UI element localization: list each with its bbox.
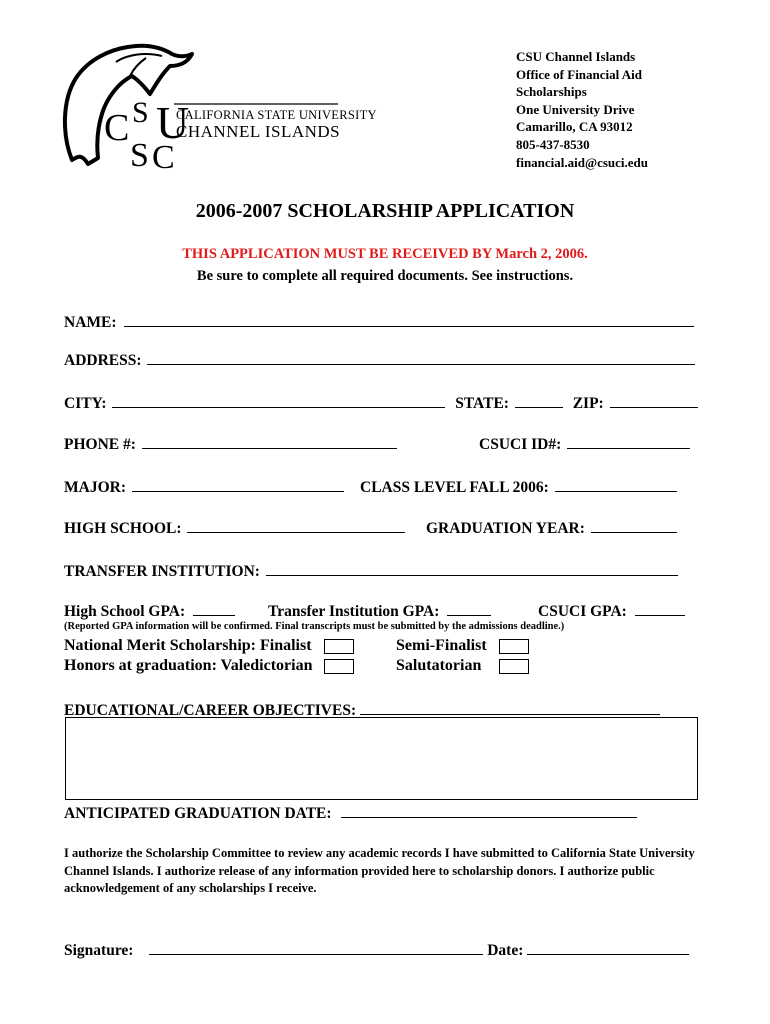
authorization-statement: I authorize the Scholarship Committee to review any academic records I have submitted to California State University Channel Islands. I authorize release of any information provided here to scholarship donors. I authorize public acknowledgement of any scholarships I receive. bbox=[64, 846, 695, 895]
name-row bbox=[64, 312, 694, 332]
nms-finalist-row bbox=[64, 637, 354, 655]
gpa-note: (Reported GPA information will be confirmed. Final transcripts must be submitted by the admissions deadline.) bbox=[64, 621, 565, 632]
csuci-gpa-label: CSUCI GPA: bbox=[538, 603, 627, 620]
nms-finalist-checkbox[interactable] bbox=[324, 639, 354, 654]
salutatorian-checkbox[interactable] bbox=[499, 659, 529, 674]
phone-field[interactable] bbox=[142, 434, 397, 449]
svg-text:U: U bbox=[156, 97, 190, 148]
high-school-row bbox=[64, 518, 405, 538]
transfer-gpa-field[interactable] bbox=[447, 601, 491, 616]
signature-label: Signature: bbox=[64, 942, 134, 959]
address-line: 805-437-8530 bbox=[516, 136, 590, 152]
csuci-id-row bbox=[479, 434, 690, 454]
date-field[interactable] bbox=[527, 940, 689, 955]
valedictorian-row bbox=[64, 657, 354, 675]
date-label: Date: bbox=[487, 942, 524, 959]
hs-gpa-field[interactable] bbox=[193, 601, 235, 616]
zip-label: ZIP: bbox=[572, 395, 604, 412]
address-line: Camarillo, CA 93012 bbox=[516, 119, 633, 135]
high-school-field[interactable] bbox=[187, 518, 405, 533]
phone-label: PHONE #: bbox=[64, 436, 136, 453]
transfer-gpa-label: Transfer Institution GPA: bbox=[268, 603, 440, 620]
city-label: CITY: bbox=[64, 395, 107, 412]
anticipated-graduation-field[interactable] bbox=[341, 803, 637, 818]
valedictorian-label: Honors at graduation: Valedictorian bbox=[64, 657, 313, 674]
nms-semifinalist-checkbox[interactable] bbox=[499, 639, 529, 654]
svg-text:S: S bbox=[132, 96, 149, 129]
city-field[interactable] bbox=[112, 393, 445, 408]
deadline-notice: THIS APPLICATION MUST BE RECEIVED BY March 2, 2006. bbox=[182, 246, 588, 262]
address-line: Scholarships bbox=[516, 84, 587, 100]
address-line: One University Drive bbox=[516, 101, 635, 117]
graduation-year-row bbox=[426, 518, 677, 538]
hs-gpa-label: High School GPA: bbox=[64, 603, 186, 620]
dolphin-logo-icon bbox=[58, 40, 377, 176]
transfer-institution-row bbox=[64, 561, 678, 581]
zip-field[interactable] bbox=[610, 393, 698, 408]
anticipated-graduation-row bbox=[64, 803, 637, 823]
name-label: NAME: bbox=[64, 314, 117, 331]
salutatorian-row bbox=[396, 657, 529, 675]
nms-semifinalist-row bbox=[396, 637, 529, 655]
hs-gpa-row bbox=[64, 601, 235, 621]
high-school-label: HIGH SCHOOL: bbox=[64, 520, 182, 537]
svg-text:CALIFORNIA STATE UNIVERSITY: CALIFORNIA STATE UNIVERSITY bbox=[176, 108, 377, 122]
graduation-year-field[interactable] bbox=[591, 518, 677, 533]
csuci-gpa-row bbox=[538, 601, 685, 621]
objectives-underline bbox=[360, 700, 660, 715]
anticipated-graduation-label: ANTICIPATED GRADUATION DATE: bbox=[64, 805, 332, 822]
transfer-institution-label: TRANSFER INSTITUTION: bbox=[64, 563, 260, 580]
objectives-textarea[interactable] bbox=[65, 717, 698, 800]
signature-row bbox=[64, 940, 689, 960]
valedictorian-checkbox[interactable] bbox=[324, 659, 354, 674]
svg-text:S: S bbox=[130, 137, 149, 174]
objectives-label: EDUCATIONAL/CAREER OBJECTIVES: bbox=[64, 702, 357, 719]
graduation-year-label: GRADUATION YEAR: bbox=[426, 520, 585, 537]
instructions-text: Be sure to complete all required documents. See instructions. bbox=[196, 268, 574, 284]
csuci-gpa-field[interactable] bbox=[635, 601, 685, 616]
signature-field[interactable] bbox=[149, 940, 483, 955]
address-line: Office of Financial Aid bbox=[516, 66, 643, 82]
address-line: CSU Channel Islands bbox=[516, 49, 636, 64]
csuci-id-field[interactable] bbox=[567, 434, 690, 449]
class-level-label: CLASS LEVEL FALL 2006: bbox=[360, 479, 549, 496]
university-logo bbox=[58, 40, 377, 176]
class-level-row bbox=[360, 477, 677, 497]
office-address bbox=[516, 48, 648, 171]
nms-semifinalist-label: Semi-Finalist bbox=[396, 637, 487, 654]
major-row bbox=[64, 477, 344, 497]
major-field[interactable] bbox=[132, 477, 344, 492]
nms-finalist-label: National Merit Scholarship: Finalist bbox=[64, 637, 312, 654]
city-state-zip-row bbox=[64, 393, 698, 413]
address-label: ADDRESS: bbox=[64, 352, 142, 369]
svg-text:CHANNEL ISLANDS: CHANNEL ISLANDS bbox=[176, 122, 341, 141]
address-field[interactable] bbox=[147, 350, 695, 365]
salutatorian-label: Salutatorian bbox=[396, 657, 482, 674]
page-title: 2006-2007 SCHOLARSHIP APPLICATION bbox=[195, 200, 575, 222]
csuci-id-label: CSUCI ID#: bbox=[479, 436, 562, 453]
state-field[interactable] bbox=[515, 393, 563, 408]
svg-text:C: C bbox=[152, 139, 175, 176]
state-label: STATE: bbox=[455, 395, 509, 412]
transfer-institution-field[interactable] bbox=[266, 561, 678, 576]
transfer-gpa-row bbox=[268, 601, 491, 621]
email-link[interactable]: financial.aid@csuci.edu bbox=[516, 154, 648, 170]
svg-text:C: C bbox=[104, 107, 130, 149]
name-field[interactable] bbox=[124, 312, 694, 327]
phone-row bbox=[64, 434, 397, 454]
class-level-field[interactable] bbox=[555, 477, 677, 492]
address-row bbox=[64, 350, 695, 370]
major-label: MAJOR: bbox=[64, 479, 126, 496]
